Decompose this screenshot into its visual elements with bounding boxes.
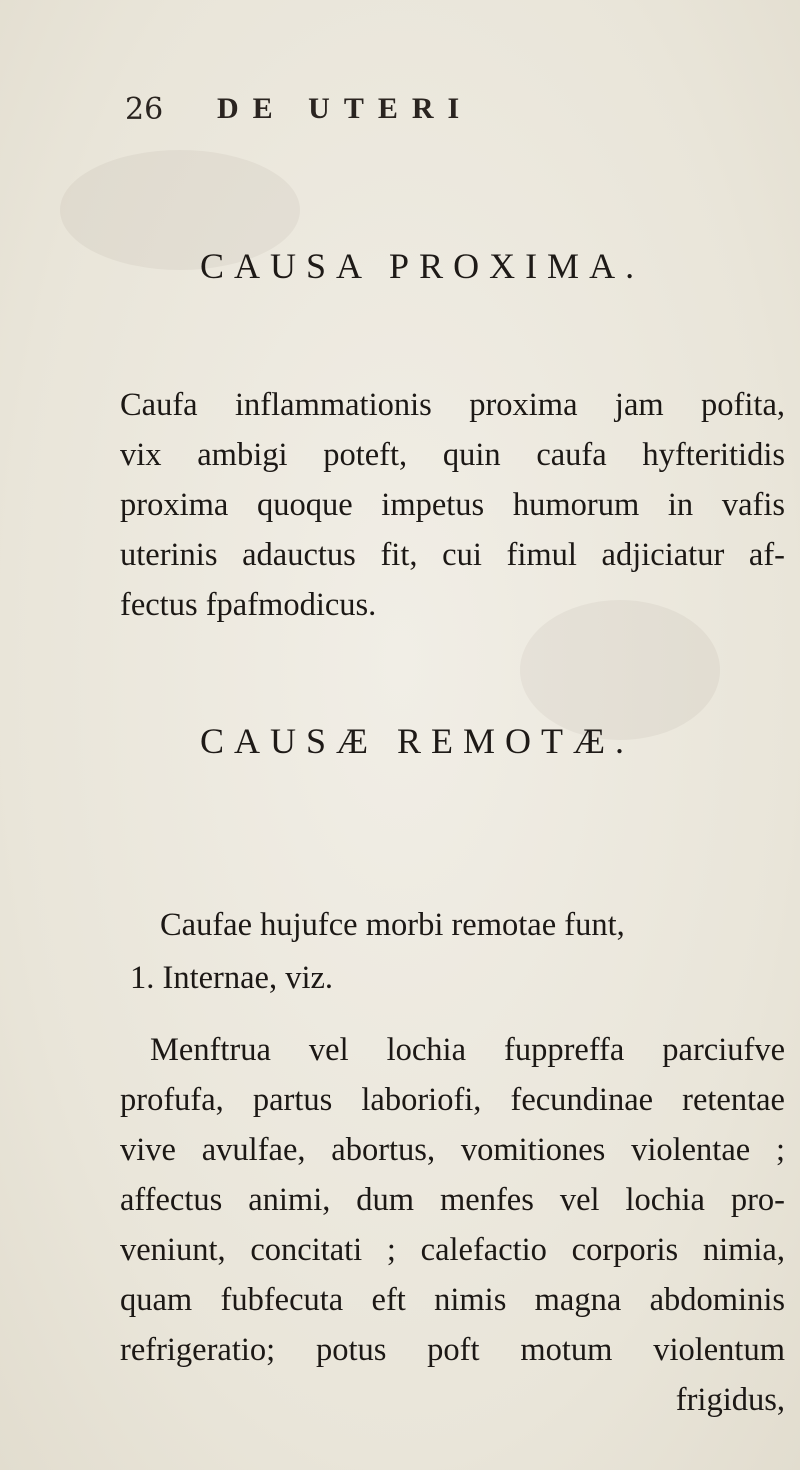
catchword: frigidus, — [675, 1382, 785, 1418]
text-line: veniunt, concitati ; calefactio corporis nimia, — [120, 1232, 785, 1268]
text-line: affectus animi, dum menfes vel lochia pro- — [120, 1182, 785, 1218]
text-line: vive avulfae, abortus, vomitiones violentae ; — [120, 1132, 785, 1168]
paragraph-causa-proxima — [120, 380, 785, 630]
section-heading-causae-remotae: CAUSÆ REMOTÆ. — [200, 721, 635, 761]
paragraph-internae — [120, 1025, 785, 1425]
list-head-internae: 1. Internae, viz. — [130, 960, 334, 996]
text-line: uterinis adauctus fit, cui fimul adjiciatur af- — [120, 537, 785, 573]
page-number: 26 — [125, 92, 164, 127]
section-heading-causa-proxima: CAUSA PROXIMA. — [200, 246, 645, 286]
text-line: profufa, partus laboriofi, fecundinae retentae — [120, 1082, 785, 1118]
text-line: Caufa inflammationis proxima jam pofita, — [120, 387, 785, 423]
text-line: Menftrua vel lochia fuppreffa parciufve — [150, 1032, 785, 1068]
running-title: DE UTERI — [217, 92, 474, 125]
text-line: proxima quoque impetus humorum in vafis — [120, 487, 785, 523]
intro-causae-remotae — [160, 900, 760, 950]
text-line: vix ambigi poteft, quin caufa hyfteritidis — [120, 437, 785, 473]
text-line: Caufae hujufce morbi remotae funt, — [160, 907, 625, 943]
running-head — [125, 92, 685, 132]
text-line: refrigeratio; potus poft motum violentum — [120, 1332, 785, 1368]
text-line: quam fubfecuta eft nimis magna abdominis — [120, 1282, 785, 1318]
text-line: fectus fpafmodicus. — [120, 587, 377, 623]
